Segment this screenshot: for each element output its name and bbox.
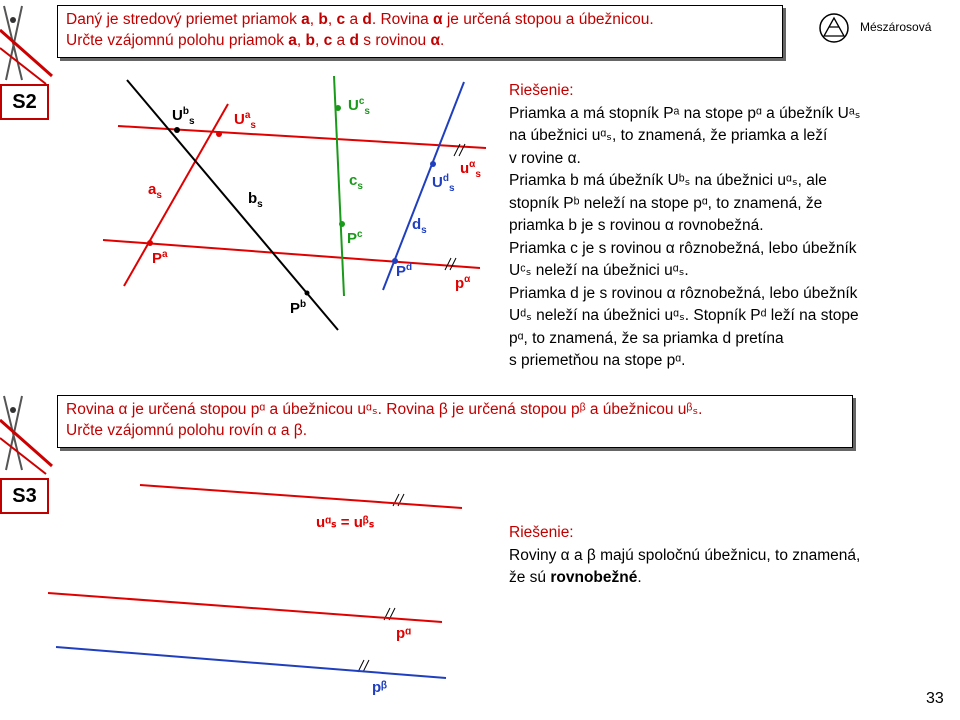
task-line-1: Daný je stredový priemet priamok a, b, c a d. Rovina α je určená stopou a úbežnicou. — [66, 11, 654, 28]
task-box-s3 — [57, 395, 853, 448]
label-p-alpha-s3: pᵅ — [396, 625, 412, 642]
solution-line: s priemetňou na stope pᵅ. — [509, 352, 686, 369]
solution-s3 — [509, 522, 949, 590]
solution-heading: Riešenie: — [509, 524, 574, 541]
label-Pd: $P^d$ — [396, 262, 413, 280]
label-p-alpha: $p^\alpha$ — [455, 274, 471, 292]
label-Ud: $U^d_s$ — [432, 173, 455, 194]
solution-line: priamka b je s rovinou α rovnobežná. — [509, 217, 764, 234]
solution-line: Roviny α a β majú spoločnú úbežnicu, to znamená, — [509, 546, 861, 564]
solution-line: Priamka b má úbežník Uᵇₛ na úbežnici uᵅₛ, ale — [509, 172, 827, 189]
label-Pa: $P^a$ — [152, 249, 168, 267]
label-b-s: $b_s$ — [248, 190, 263, 210]
label-u-alpha: $u^\alpha_s$ — [460, 159, 481, 180]
label-d-s: $d_s$ — [412, 216, 427, 236]
label-Ub: $U^b_s$ — [172, 106, 195, 127]
label-Pc: $P^c$ — [347, 229, 363, 247]
section-badge-s3: S3 — [0, 478, 49, 514]
point-Pa — [147, 240, 153, 246]
solution-line: stopník Pᵇ neleží na stope pᵅ, to znamená, že — [509, 194, 823, 212]
vanishing-line-u-alpha — [118, 126, 486, 148]
point-Ub — [174, 127, 180, 133]
solution-line: Priamka c je s rovinou α rôznobežná, lebo úbežník — [509, 239, 857, 257]
label-p-beta-s3: pᵝ — [372, 679, 387, 696]
point-Pb — [305, 291, 310, 296]
page-number: 33 — [926, 690, 944, 707]
task-line-2: Určte vzájomnú polohu priamok a, b, c a d s rovinou α. — [66, 32, 445, 49]
point-Uc — [335, 105, 341, 111]
label-Ua: $U^a_s$ — [234, 110, 256, 131]
compass-logo-icon — [0, 396, 52, 474]
task-line-2: Určte vzájomnú polohu rovín α a β. — [66, 422, 308, 439]
solution-line: v rovine α. — [509, 149, 581, 167]
author-logo-icon — [820, 14, 848, 42]
trace-line-p-beta-s3 — [56, 647, 446, 678]
label-Uc: $U^c_s$ — [348, 96, 370, 117]
task-box-s2 — [57, 5, 783, 58]
solution-heading: Riešenie: — [509, 82, 574, 99]
solution-line: Priamka d je s rovinou α rôznobežná, lebo úbežník — [509, 284, 858, 302]
point-Pc — [339, 221, 345, 227]
solution-line: pᵅ, to znamená, že sa priamka d pretína — [509, 329, 784, 347]
solution-line: Uᶜₛ neleží na úbežnici uᵅₛ. — [509, 262, 689, 279]
solution-s2 — [509, 80, 949, 373]
compass-logo-icon — [0, 6, 52, 84]
label-u-common: uᵅₛ = uᵝₛ — [316, 514, 375, 531]
section-badge-s2: S2 — [0, 84, 49, 120]
label-Pb: $P^b$ — [290, 299, 307, 317]
solution-line: Priamka a má stopník Pᵃ na stope pᵅ a úbežník Uᵃₛ — [509, 104, 861, 122]
author-name: Mészárosová — [860, 20, 932, 34]
task-line-1: Rovina α je určená stopou pᵅ a úbežnicou uᵅₛ. Rovina β je určená stopou pᵝ a úbežnicou uᵝₛ. — [66, 401, 703, 418]
trace-line-p-alpha-s3 — [48, 593, 442, 622]
point-Ud — [430, 161, 436, 167]
vanishing-line-u-common — [140, 485, 462, 508]
label-a-s: $a_s$ — [148, 181, 162, 201]
solution-line: že sú rovnobežné. — [509, 569, 642, 586]
solution-line: Uᵈₛ neleží na úbežnici uᵅₛ. Stopník Pᵈ leží na stope — [509, 307, 859, 324]
label-c-s: $c_s$ — [349, 172, 363, 192]
solution-line: na úbežnici uᵅₛ, to znamená, že priamka a leží — [509, 127, 828, 144]
point-Ua — [216, 131, 222, 137]
